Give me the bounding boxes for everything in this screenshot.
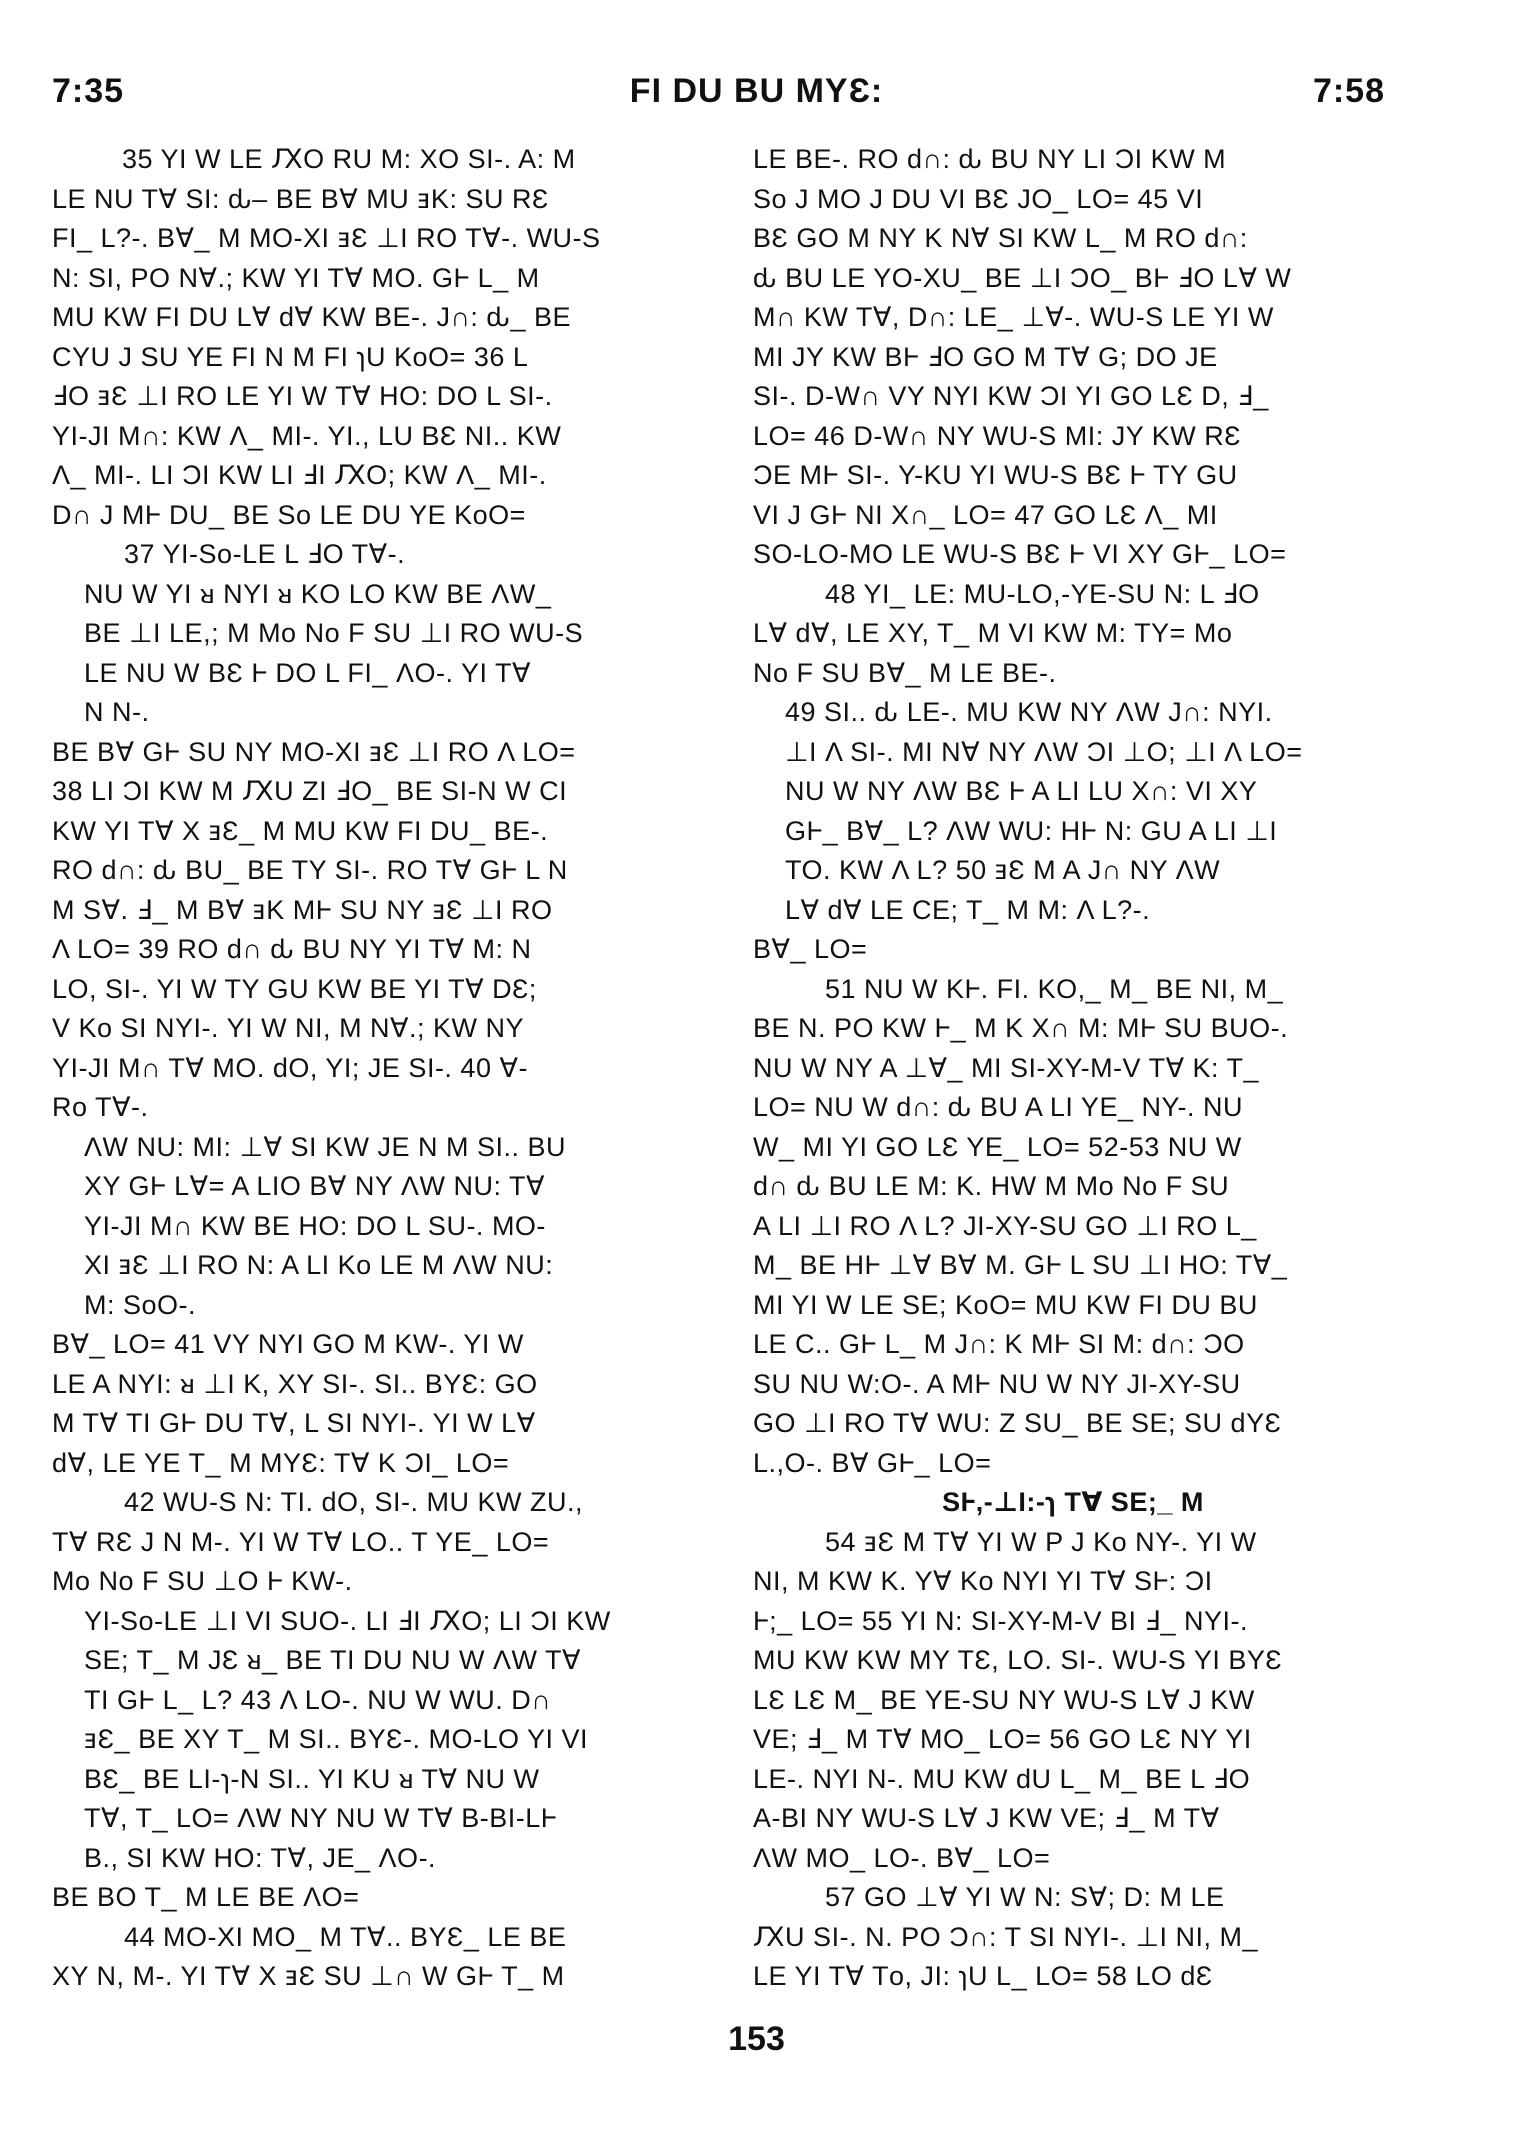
right-text-column — [753, 140, 1393, 1997]
text-line: T∀ RƐ J N M-. YI W T∀ LO.. T YE_ LO= — [52, 1526, 550, 1557]
text-line: 49 SI.. ԃ LE-. MU KW NY ΛW J∩: NYI. — [785, 697, 1273, 727]
text-line: VE; Ⅎ_ M T∀ MO_ LO= 56 GO LƐ NY YI — [753, 1724, 1252, 1754]
text-line: XY GⱵ L∀= A LIO B∀ NY ΛW NU: T∀ — [84, 1171, 545, 1201]
text-line: B∀_ LO= 41 VY NYI GO M KW-. YI W — [52, 1329, 524, 1359]
text-line: CYU J SU YE FI N M FI ɿU KᴏO= 36 L — [52, 341, 529, 372]
text-line: ⱻƐ_ BE XY T_ M SI.. BYƐ-. MO-LO YI VI — [84, 1724, 589, 1754]
text-line: SO-LO-MO LE WU-S BƐ Ⱶ VI XY GⱵ_ LO= — [753, 539, 1287, 569]
text-line: LE YI T∀ Tᴏ, JI: ɿU L_ LO= 58 LO ԁƐ — [753, 1961, 1213, 1991]
text-line: L∀ ԁ∀ LE CE; T_ M M: Λ L?-. — [785, 894, 1151, 925]
section-heading: SⱵ,-⊥I:-ɿ T∀ SE;_ M — [942, 1487, 1204, 1517]
text-line: KW YI T∀ X ⱻƐ_ M MU KW FI DU_ BE-. — [52, 815, 549, 846]
text-line: MU KW KW MY TƐ, LO. SI-. WU-S YI BYƐ — [753, 1645, 1283, 1675]
text-line: YI-JI M∩: KW Λ_ MI-. YI., LU BƐ NI.. KW — [52, 420, 562, 451]
text-line: NU W YI ᴚ NYI ᴚ KO LO KW BE ΛW_ — [84, 578, 552, 609]
text-line: SE; T_ M JƐ ᴚ_ BE TI DU NU W ΛW T∀ — [84, 1645, 581, 1675]
text-line: M S∀. Ⅎ_ M B∀ ⱻK MⱵ SU NY ⱻƐ ⊥I RO — [52, 894, 553, 925]
text-line: ԁ∩ ԃ BU LE M: K. HW M Mᴏ Nᴏ F SU — [753, 1171, 1230, 1201]
text-line: BE ⊥I LE,; M Mᴏ Nᴏ F SU ⊥I RO WU-S — [84, 618, 584, 648]
text-line: Rᴏ T∀-. — [52, 1092, 149, 1122]
text-line: 57 GO ⊥∀ YI W N: S∀; D: M LE — [825, 1882, 1225, 1912]
text-line: VI J GⱵ NI X∩_ LO= 47 GO LƐ Λ_ MI — [753, 499, 1218, 530]
text-line: SU NU W:O-. A MⱵ NU W NY JI-XY-SU — [753, 1368, 1241, 1399]
text-line: L∀ ԁ∀, LE XY, T_ M VI KW M: TY= Mᴏ — [753, 618, 1233, 648]
text-line: M T∀ TI GⱵ DU T∀, L SI NYI-. YI W L∀ — [52, 1408, 536, 1438]
text-line: BE B∀ GⱵ SU NY MO-XI ⱻƐ ⊥I RO Λ LO= — [52, 736, 576, 767]
text-line: A-BI NY WU-S L∀ J KW VE; Ⅎ_ M T∀ — [753, 1803, 1220, 1833]
text-line: 37 YI-Sᴏ-LE L ℲO T∀-. — [124, 539, 406, 569]
text-line: 48 YI_ LE: MU-LO,-YE-SU N: L ℲO — [825, 578, 1260, 609]
text-line: LƐ LƐ M_ BE YE-SU NY WU-S L∀ J KW — [753, 1684, 1255, 1715]
text-line: M_ BE HⱵ ⊥∀ B∀ M. GⱵ L SU ⊥I HO: T∀_ — [753, 1250, 1288, 1280]
text-line: MU KW FI DU L∀ ԁ∀ KW BE-. J∩: ԃ_ BE — [52, 302, 572, 332]
header-book-title: FI DU BU MYƐ: — [629, 72, 884, 110]
text-line: MI JY KW BⱵ ℲO GO M T∀ G; DO JE — [753, 341, 1218, 372]
text-line: NI, M KW K. Y∀ Kᴏ NYI YI T∀ SⱵ: ƆI — [753, 1566, 1213, 1596]
text-line: NU W NY ΛW BƐ Ⱶ A LI LU X∩: VI XY — [785, 776, 1258, 806]
text-line: LE C.. GⱵ L_ M J∩: K MⱵ SI M: ԁ∩: ƆO — [753, 1329, 1245, 1359]
text-line: BE BO T_ M LE BE ΛO= — [52, 1882, 360, 1912]
text-line: Sᴏ J MO J DU VI BƐ JO_ LO= 45 VI — [753, 183, 1204, 214]
text-line: LO= NU W ԁ∩: ԃ BU A LI YE_ NY-. NU — [753, 1092, 1243, 1122]
text-line: LO= 46 D-W∩ NY WU-S MI: JY KW RƐ — [753, 420, 1242, 451]
text-line: ℲO ⱻƐ ⊥I RO LE YI W T∀ HO: DO L SI-. — [52, 381, 553, 411]
text-line: N N-. — [84, 697, 150, 727]
text-line: L.,O-. B∀ GⱵ_ LO= — [753, 1447, 992, 1478]
text-line: LE NU W BƐ Ⱶ DO L FI_ ΛO-. YI T∀ — [84, 657, 531, 688]
text-line: BƐ GO M NY K N∀ SI KW L_ M RO ԁ∩: — [753, 223, 1248, 253]
text-line: Mᴏ Nᴏ F SU ⊥O Ⱶ KW-. — [52, 1566, 353, 1596]
text-line: D∩ J MⱵ DU_ BE Sᴏ LE DU YE KᴏO= — [52, 499, 526, 530]
text-line: BƐ_ BE LI-ɿ-N SI.. YI KU ᴚ T∀ NU W — [84, 1763, 540, 1794]
text-line: B∀_ LO= — [753, 934, 868, 964]
text-line: 38 LI ƆI KW M ԔU ZI ℲO_ BE SI-N W CI — [52, 776, 568, 806]
text-line: Λ LO= 39 RO ԁ∩ ԃ BU NY YI T∀ M: N — [52, 934, 532, 964]
text-line: BE N. PO KW Ⱶ_ M K X∩ M: MⱵ SU BUO-. — [753, 1013, 1289, 1043]
text-line: N: SI, PO N∀.; KW YI T∀ MO. GⱵ L_ M — [52, 262, 540, 293]
text-line: Nᴏ F SU B∀_ M LE BE-. — [753, 657, 1057, 688]
header-chapter-end: 7:58 — [1312, 72, 1385, 110]
text-line: M: SᴏO-. — [84, 1289, 197, 1320]
text-line: XI ⱻƐ ⊥I RO N: A LI Kᴏ LE M ΛW NU: — [84, 1250, 554, 1280]
page-number: 153 — [728, 2020, 785, 2058]
text-line: XY N, M-. YI T∀ X ⱻƐ SU ⊥∩ W GⱵ T_ M — [52, 1961, 565, 1991]
text-line: GO ⊥I RO T∀ WU: Z SU_ BE SE; SU ԁYƐ — [753, 1408, 1282, 1438]
text-line: M∩ KW T∀, D∩: LE_ ⊥∀-. WU-S LE YI W — [753, 302, 1274, 332]
text-line: ԁ∀, LE YE T_ M MYƐ: T∀ K ƆI_ LO= — [52, 1447, 510, 1478]
text-line: A LI ⊥I RO Λ L? JI-XY-SU GO ⊥I RO L_ — [753, 1210, 1257, 1241]
text-line: TI GⱵ L_ L? 43 Λ LO-. NU W WU. D∩ — [84, 1684, 552, 1715]
page-header — [0, 72, 1513, 122]
text-line: 51 NU W KⱵ. FI. KO,_ M_ BE NI, M_ — [825, 973, 1284, 1004]
text-line: 42 WU-S N: TI. ԁO, SI-. MU KW ZU., — [124, 1487, 584, 1517]
text-line: 54 ⱻƐ M T∀ YI W P J Kᴏ NY-. YI W — [825, 1526, 1257, 1557]
left-text-column — [52, 140, 712, 1997]
text-line: RO ԁ∩: ԃ BU_ BE TY SI-. RO T∀ GⱵ L N — [52, 855, 568, 885]
text-line: ƆE MⱵ SI-. Y-KU YI WU-S BƐ Ⱶ TY GU — [753, 460, 1238, 490]
text-line: LE NU T∀ SI: ԃ– BE B∀ MU ⱻK: SU RƐ — [52, 183, 549, 214]
text-line: Λ_ MI-. LI ƆI KW LI ℲI ԔO; KW Λ_ MI-. — [52, 460, 547, 490]
header-chapter-start: 7:35 — [52, 72, 125, 110]
text-line: GⱵ_ B∀_ L? ΛW WU: HⱵ N: GU A LI ⊥I — [785, 815, 1278, 846]
text-line: FI_ L?-. B∀_ M MO-XI ⱻƐ ⊥I RO T∀-. WU-S — [52, 223, 601, 253]
text-line: LE A NYI: ᴚ ⊥I K, XY SI-. SI.. BYƐ: GO — [52, 1368, 538, 1399]
text-line: LE-. NYI N-. MU KW ԁU L_ M_ BE L ℲO — [753, 1763, 1251, 1794]
text-line: V Kᴏ SI NYI-. YI W NI, M N∀.; KW NY — [52, 1013, 525, 1043]
text-line: 44 MO-XI MO_ M T∀.. BYƐ_ LE BE — [124, 1921, 567, 1952]
text-line: LO, SI-. YI W TY GU KW BE YI T∀ DƐ; — [52, 973, 537, 1004]
text-line: MI YI W LE SE; KᴏO= MU KW FI DU BU — [753, 1289, 1258, 1320]
text-line: 35 YI W LE ԔO RU M: XO SI-. A: M — [122, 144, 576, 174]
text-line: SI-. D-W∩ VY NYI KW ƆI YI GO LƐ D, Ⅎ_ — [753, 381, 1269, 411]
text-line: ԃ BU LE YO-XU_ BE ⊥I ƆO_ BⱵ ℲO L∀ W — [753, 262, 1292, 293]
text-line: ԔU SI-. N. PO Ɔ∩: T SI NYI-. ⊥I NI, M_ — [753, 1921, 1259, 1952]
text-line: T∀, T_ LO= ΛW NY NU W T∀ B-BI-LⱵ — [84, 1803, 557, 1833]
text-line: ΛW MO_ LO-. B∀_ LO= — [753, 1842, 1051, 1873]
text-line: W_ MI YI GO LƐ YE_ LO= 52-53 NU W — [753, 1131, 1242, 1162]
text-line: YI-JI M∩ KW BE HO: DO L SU-. MO- — [84, 1210, 546, 1241]
text-line: TO. KW Λ L? 50 ⱻƐ M A J∩ NY ΛW — [785, 855, 1221, 885]
text-line: ⊥I Λ SI-. MI N∀ NY ΛW ƆI ⊥O; ⊥I Λ LO= — [785, 736, 1303, 767]
text-line: B., SI KW HO: T∀, JE_ ΛO-. — [84, 1842, 437, 1873]
text-line: LE BE-. RO ԁ∩: ԃ BU NY LI ƆI KW M — [753, 144, 1227, 174]
text-line: ΛW NU: MI: ⊥∀ SI KW JE N M SI.. BU — [84, 1131, 567, 1162]
text-line: YI-Sᴏ-LE ⊥I VI SUO-. LI ℲI ԔO; LI ƆI KW — [84, 1605, 611, 1636]
text-line: Ⱶ;_ LO= 55 YI N: SI-XY-M-V BI Ⅎ_ NYI-. — [753, 1605, 1249, 1636]
text-line: YI-JI M∩ T∀ MO. ԁO, YI; JE SI-. 40 ∀- — [52, 1052, 528, 1083]
text-line: NU W NY A ⊥∀_ MI SI-XY-M-V T∀ K: T_ — [753, 1052, 1260, 1083]
